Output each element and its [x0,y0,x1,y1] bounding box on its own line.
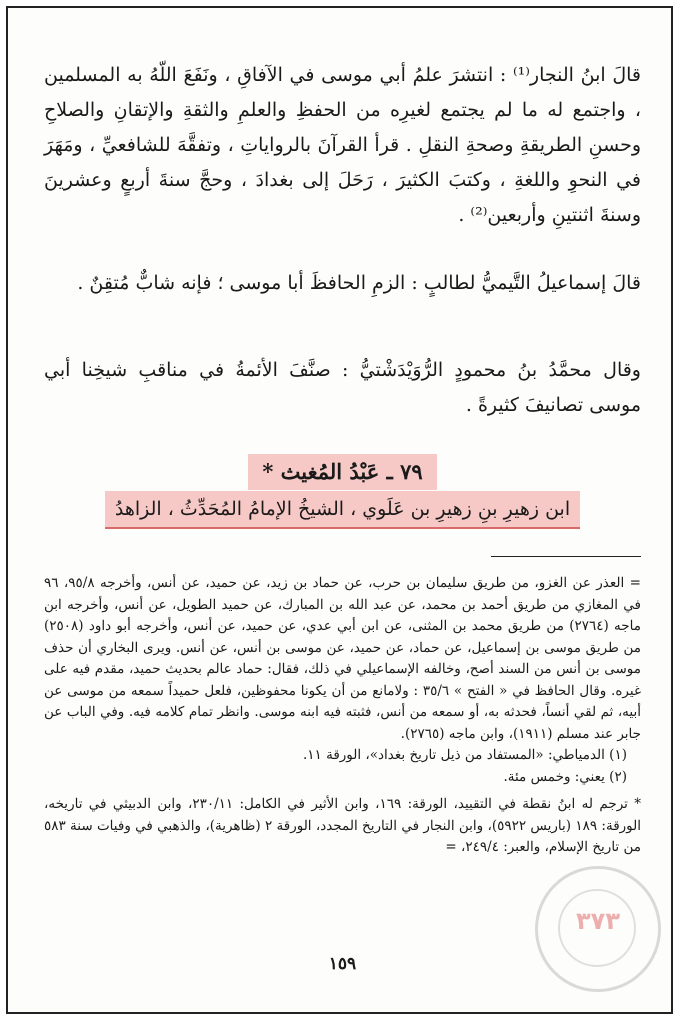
footnotes [44,573,641,859]
footnote-source: * ترجم له ابنُ نقطة في التقييد، الورقة: ١٦٩، وابن الأثير في الكامل: ٢٣٠/١١، وابن الدبيثي في تاريخه، الورقة: ١٨٩ (باريس ٥٩٢٢)، وابن النجار في التاريخ المجدد، الورقة ٢ (ظاهرية)، والذهبي في وفيات سنة ٥٨٣ من تاريخ الإسلام، والعبر: ٢٤٩/٤، = [44,796,642,855]
footnote-1: (١) الدمياطي: «المستفاد من ذيل تاريخ بغداد»، الورقة ١١. [302,747,627,763]
stamp-mark: ٣٧٣ [576,907,620,935]
biography-subheading [44,491,641,529]
book-page [44,8,641,1012]
footnote-2: (٢) يعني: وخمس مئة. [503,768,627,785]
watermark-stamp [535,866,661,992]
biography-heading [44,454,641,490]
footnote-divider [491,556,641,557]
page-frame [6,6,673,1014]
paragraph-taymi: قالَ إسماعيلُ التَّيميُّ لطالبٍ : الزمِ الحافظَ أبا موسى ؛ فإنه شابٌّ مُتقِنٌ . [77,272,641,294]
biography-title: ٧٩ ـ عَبْدُ المُغيث * [248,454,436,490]
biography-subtitle: ابن زهيرِ بنِ زهيرِ بن عَلَوي ، الشيخُ الإمامُ المُحَدِّثُ ، الزاهدُ [105,491,580,529]
paragraph-ibn-najjar: قالَ ابنُ النجار⁽¹⁾ : انتشرَ علمُ أبي موسى في الآفاقِ ، ونَفَعَ اللّهُ به المسلمين ، واجتمع له ما لم يجتمع لغيرِه من الحفظِ والعلمِ والثقةِ والإتقانِ والصلاحِ وحسنِ الطريقةِ وصحةِ النقلِ . قرأ القرآنَ بالرواياتِ ، وتفقَّهَ للشافعيِّ ، ومَهَرَ في النحوِ واللغةِ ، وكتبَ الكثيرَ ، رَحَلَ إلى بغدادَ ، وحجَّ سنةَ أربعٍ وعشرينَ وسنةَ اثنتينِ وأربعين⁽²⁾ . [44,64,641,226]
page-number: ١٥٩ [328,954,357,974]
paragraph-ruwaydashti: وقال محمَّدُ بنُ محمودٍ الرُّوَيْدَشْتيُّ : صنَّفَ الأئمةُ في مناقبِ شيخِنا أبي موسى تصانيفَ كثيرةً . [44,359,641,416]
footnote-hadith: = العذر عن الغزو، من طريق سليمان بن حرب، عن حماد بن زيد، عن حميد، عن أنس، وأخرجه ٩٥/٨، ٩٦ في المغازي من طريق أحمد بن محمد، عن عبد الله بن المبارك، عن حميد الطويل، عن أنس، وأخرجه ابن ماجه (٢٧٦٤) من طريق محمد بن المثنى، عن ابن أبي عدي، عن حميد، عن أنس، وأخرجه أبو داود (٢٥٠٨) من طريق موسى بن إسماعيل، عن حماد، عن حميد، عن موسى بن أنس، عن أنس. ويرى البخاري أن حذف موسى بن أنس من السند أصح، وخالفه الإسماعيلي في ذلك، فقال: حماد عالم بحديث حميد، مقدم فيه على غيره. وقال الحافظ في « الفتح » ٣٥/٦ : ولامانع من أن يكونا محفوظين، فلعل حميداً سمعه من موسى عن أبيه، ثم لقي أنساً، فحدثه به، أو سمعه من أنس، فثبته فيه ابنه موسى. وانظر تمام كلامه فيه. وفي الباب عن جابر عند مسلم (١٩١١)، وابن ماجه (٢٧٦٥). [44,575,641,742]
